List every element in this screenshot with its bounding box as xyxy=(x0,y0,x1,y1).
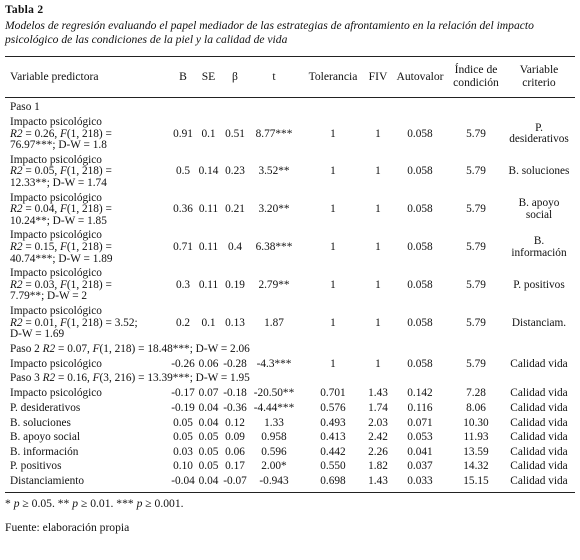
cell-beta: -0.18 xyxy=(223,387,247,400)
header-se: SE xyxy=(201,70,216,83)
cell-fiv: 1.74 xyxy=(368,402,388,414)
table-row xyxy=(5,476,575,488)
cell-fiv: 2.42 xyxy=(368,431,388,444)
cell-se: 0.11 xyxy=(198,278,219,291)
cell-tolerancia: 0.493 xyxy=(320,416,346,429)
table-body xyxy=(5,98,575,492)
cell-fiv: 1 xyxy=(375,127,381,140)
cell-fiv: 1.82 xyxy=(368,460,388,473)
cell-se: 0.06 xyxy=(198,357,219,370)
predictor-line: R2 = 0.01, F(1, 218) = 3.52; xyxy=(10,316,138,329)
cell-t: 8.77*** xyxy=(255,127,293,140)
cell-b: 0.71 xyxy=(173,240,193,253)
predictor-cell xyxy=(10,193,160,228)
cell-autovalor: 0.058 xyxy=(407,203,433,216)
cell-indice: 7.28 xyxy=(466,387,486,400)
cell-t: -4.3*** xyxy=(256,357,292,370)
cell-criterio: P. positivos xyxy=(513,278,565,291)
cell-fiv: 1 xyxy=(375,240,381,253)
cell-indice: 5.79 xyxy=(466,278,486,291)
cell-t: 0.596 xyxy=(261,445,287,458)
header-tolerancia: Tolerancia xyxy=(308,70,358,83)
cell-autovalor: 0.058 xyxy=(407,165,433,178)
predictor-line: Impacto psicológico xyxy=(10,116,102,128)
cell-se: 0.14 xyxy=(198,165,219,178)
header-beta: β xyxy=(232,70,238,83)
header-predictor: Variable predictora xyxy=(10,70,99,83)
cell-se: 0.07 xyxy=(198,387,219,400)
cell-criterio: B. soluciones xyxy=(508,165,570,178)
cell-criterio: Calidad vida xyxy=(510,445,568,458)
cell-tolerancia: 1 xyxy=(330,165,336,178)
cell-beta: 0.23 xyxy=(225,165,245,178)
paso2-label-text: Paso 2 R2 = 0.07, F(1, 218) = 18.48***; D-W = 2.06 xyxy=(10,342,250,355)
cell-autovalor: 0.058 xyxy=(407,316,433,329)
predictor-line: 76.97***; D-W = 1.8 xyxy=(10,139,107,152)
predictor-line: Impacto psicológico xyxy=(10,305,102,317)
predictor-cell xyxy=(10,155,160,190)
cell-autovalor: 0.033 xyxy=(407,475,433,487)
predictor-cell: B. apoyo social xyxy=(10,431,80,444)
cell-tolerancia: 0.550 xyxy=(320,460,346,473)
cell-b: 0.03 xyxy=(173,445,193,458)
cell-fiv: 1 xyxy=(375,165,381,178)
predictor-cell: Distanciamiento xyxy=(10,475,85,487)
table-container xyxy=(5,3,575,534)
predictor-line: 12.33**; D-W = 1.74 xyxy=(10,176,107,189)
predictor-line: R2 = 0.04, F(1, 218) = xyxy=(10,203,112,216)
cell-se: 0.04 xyxy=(198,475,219,487)
predictor-line: D-W = 1.69 xyxy=(10,328,65,341)
cell-t: 1.33 xyxy=(264,416,284,429)
cell-autovalor: 0.053 xyxy=(407,431,433,444)
table-label: Tabla 2 xyxy=(5,4,44,16)
cell-criterio: P. desiderativos xyxy=(509,121,569,146)
cell-b: -0.26 xyxy=(171,357,195,370)
cell-beta: 0.09 xyxy=(225,431,245,444)
cell-tolerancia: 1 xyxy=(330,127,336,140)
cell-b: 0.05 xyxy=(173,431,193,444)
cell-b: 0.05 xyxy=(173,416,193,429)
cell-beta: 0.06 xyxy=(225,445,245,458)
predictor-cell xyxy=(10,268,160,303)
cell-beta: 0.4 xyxy=(227,240,243,253)
cell-tolerancia: 0.698 xyxy=(320,475,346,487)
cell-b: 0.10 xyxy=(173,460,193,473)
cell-b: -0.17 xyxy=(171,387,195,400)
footnote: * p ≥ 0.05. ** p ≥ 0.01. *** p ≥ 0.001. xyxy=(5,496,184,510)
paso1-label-text: Paso 1 xyxy=(10,101,40,113)
cell-beta: 0.51 xyxy=(225,127,245,140)
predictor-line: 7.79**; D-W = 2 xyxy=(10,290,88,303)
cell-se: 0.05 xyxy=(198,460,219,473)
cell-t: 6.38*** xyxy=(255,240,293,253)
source-note: Fuente: elaboración propia xyxy=(5,520,130,534)
cell-autovalor: 0.058 xyxy=(407,127,433,140)
cell-beta: 0.19 xyxy=(225,278,245,291)
table-row xyxy=(5,155,575,190)
cell-t: 0.958 xyxy=(261,431,287,444)
predictor-line: R2 = 0.26, F(1, 218) = xyxy=(10,127,112,140)
predictor-cell: P. desiderativos xyxy=(10,402,81,414)
table-row xyxy=(5,230,575,265)
predictor-cell: B. información xyxy=(10,445,79,458)
cell-indice: 13.59 xyxy=(463,445,489,458)
cell-criterio: Calidad vida xyxy=(510,431,568,444)
cell-se: 0.05 xyxy=(198,431,219,444)
cell-indice: 5.79 xyxy=(466,316,486,329)
table-row xyxy=(5,432,575,444)
cell-t: -4.44*** xyxy=(253,402,295,414)
cell-b: -0.19 xyxy=(171,402,195,414)
predictor-line: Impacto psicológico xyxy=(10,153,102,166)
cell-t: -0.943 xyxy=(259,475,289,487)
cell-t: 2.79** xyxy=(258,278,290,291)
cell-beta: 0.17 xyxy=(225,460,245,473)
cell-fiv: 1 xyxy=(375,357,381,370)
header-autovalor: Autovalor xyxy=(396,70,444,83)
table-row xyxy=(5,117,575,152)
cell-criterio: Calidad vida xyxy=(510,460,568,473)
table-caption: Modelos de regresión evaluando el papel mediador de las estrategias de afrontamiento en la relación del impacto psicológico de las condiciones de la piel y la calidad de vida xyxy=(5,19,534,46)
paso3-label xyxy=(5,373,575,385)
cell-beta: 0.21 xyxy=(225,203,245,216)
cell-tolerancia: 0.701 xyxy=(320,387,346,400)
cell-criterio: Calidad vida xyxy=(510,387,568,400)
cell-tolerancia: 1 xyxy=(330,316,336,329)
cell-tolerancia: 1 xyxy=(330,357,336,370)
predictor-line: Impacto psicológico xyxy=(10,267,102,280)
cell-beta: -0.28 xyxy=(223,357,247,370)
table-row xyxy=(5,359,575,371)
cell-fiv: 1 xyxy=(375,203,381,216)
cell-autovalor: 0.041 xyxy=(407,445,433,458)
table-row xyxy=(5,193,575,228)
cell-autovalor: 0.058 xyxy=(407,240,433,253)
cell-autovalor: 0.116 xyxy=(407,402,433,414)
cell-indice: 10.30 xyxy=(463,416,489,429)
header-indice: Índice de condición xyxy=(453,63,499,89)
cell-fiv: 1.43 xyxy=(368,387,388,400)
cell-se: 0.05 xyxy=(198,445,219,458)
cell-criterio: Distanciam. xyxy=(511,316,567,329)
cell-b: 0.3 xyxy=(175,278,191,291)
cell-beta: 0.13 xyxy=(225,316,245,329)
cell-indice: 8.06 xyxy=(466,402,486,414)
cell-criterio: Calidad vida xyxy=(510,475,568,487)
predictor-line: R2 = 0.15, F(1, 218) = xyxy=(10,240,112,253)
cell-criterio: Calidad vida xyxy=(510,357,568,370)
cell-indice: 5.79 xyxy=(466,165,486,178)
cell-indice: 15.15 xyxy=(463,475,489,487)
cell-fiv: 2.26 xyxy=(368,445,388,458)
table-row xyxy=(5,447,575,459)
predictor-line: Impacto psicológico xyxy=(10,229,102,242)
cell-t: 2.00* xyxy=(261,460,287,473)
cell-t: 1.87 xyxy=(264,316,284,329)
cell-criterio: B. apoyo social xyxy=(518,197,560,221)
table-row xyxy=(5,268,575,303)
cell-fiv: 1 xyxy=(375,316,381,329)
table-row xyxy=(5,461,575,473)
cell-autovalor: 0.058 xyxy=(407,357,433,370)
cell-b: 0.2 xyxy=(175,316,191,329)
predictor-cell: B. soluciones xyxy=(10,416,71,429)
predictor-cell xyxy=(10,230,160,265)
cell-t: 3.20** xyxy=(258,203,290,216)
cell-b: 0.91 xyxy=(173,127,193,140)
cell-autovalor: 0.058 xyxy=(407,278,433,291)
cell-tolerancia: 1 xyxy=(330,240,336,253)
table-row xyxy=(5,306,575,341)
header-t: t xyxy=(272,70,276,83)
cell-t: 3.52** xyxy=(258,165,290,178)
table-row xyxy=(5,388,575,400)
cell-se: 0.04 xyxy=(198,416,219,429)
table-header xyxy=(5,57,575,97)
cell-beta: -0.07 xyxy=(223,475,247,487)
cell-indice: 5.79 xyxy=(466,203,486,216)
cell-indice: 5.79 xyxy=(466,127,486,140)
cell-beta: -0.36 xyxy=(223,402,247,414)
cell-indice: 11.93 xyxy=(463,431,489,444)
predictor-cell: Impacto psicológico xyxy=(10,387,102,400)
cell-b: 0.5 xyxy=(175,165,191,178)
cell-tolerancia: 1 xyxy=(330,278,336,291)
cell-fiv: 1 xyxy=(375,278,381,291)
cell-fiv: 1.43 xyxy=(368,475,388,487)
paso1-label xyxy=(5,102,575,114)
cell-fiv: 2.03 xyxy=(368,416,388,429)
cell-b: 0.36 xyxy=(173,203,193,216)
cell-beta: 0.12 xyxy=(225,416,245,429)
cell-criterio: B. información xyxy=(511,235,567,259)
predictor-line: 40.74***; D-W = 1.89 xyxy=(10,252,113,265)
cell-se: 0.04 xyxy=(198,402,219,414)
table-row xyxy=(5,418,575,430)
cell-tolerancia: 0.442 xyxy=(320,445,346,458)
cell-tolerancia: 0.413 xyxy=(320,431,346,444)
table-row xyxy=(5,403,575,415)
cell-autovalor: 0.037 xyxy=(407,460,433,473)
paso3-label-text: Paso 3 R2 = 0.16, F(3, 216) = 13.39***; D-W = 1.95 xyxy=(10,372,250,385)
predictor-line: 10.24**; D-W = 1.85 xyxy=(10,214,107,227)
cell-criterio: Calidad vida xyxy=(510,402,568,414)
header-b: B xyxy=(179,70,187,83)
cell-indice: 14.32 xyxy=(463,460,489,473)
cell-indice: 5.79 xyxy=(466,240,486,253)
cell-b: -0.04 xyxy=(171,475,195,487)
cell-autovalor: 0.142 xyxy=(407,387,433,400)
cell-se: 0.1 xyxy=(201,316,216,329)
cell-se: 0.11 xyxy=(198,240,219,253)
predictor-cell xyxy=(10,117,160,152)
header-criterio: Variable criterio xyxy=(519,63,559,89)
predictor-line: R2 = 0.03, F(1, 218) = xyxy=(10,278,112,291)
bottom-rule xyxy=(5,492,575,493)
predictor-cell: Impacto psicológico xyxy=(10,357,102,370)
predictor-line: R2 = 0.05, F(1, 218) = xyxy=(10,165,112,178)
cell-se: 0.1 xyxy=(201,127,216,140)
cell-indice: 5.79 xyxy=(466,357,486,370)
predictor-cell xyxy=(10,306,160,341)
predictor-cell: P. positivos xyxy=(10,460,62,473)
predictor-line: Impacto psicológico xyxy=(10,191,102,204)
header-fiv: FIV xyxy=(368,70,388,83)
cell-se: 0.11 xyxy=(198,203,219,216)
paso2-label xyxy=(5,344,575,356)
cell-t: -20.50** xyxy=(253,387,295,400)
cell-autovalor: 0.071 xyxy=(407,416,433,429)
cell-criterio: Calidad vida xyxy=(510,416,568,429)
cell-tolerancia: 1 xyxy=(330,203,336,216)
cell-tolerancia: 0.576 xyxy=(320,402,346,414)
